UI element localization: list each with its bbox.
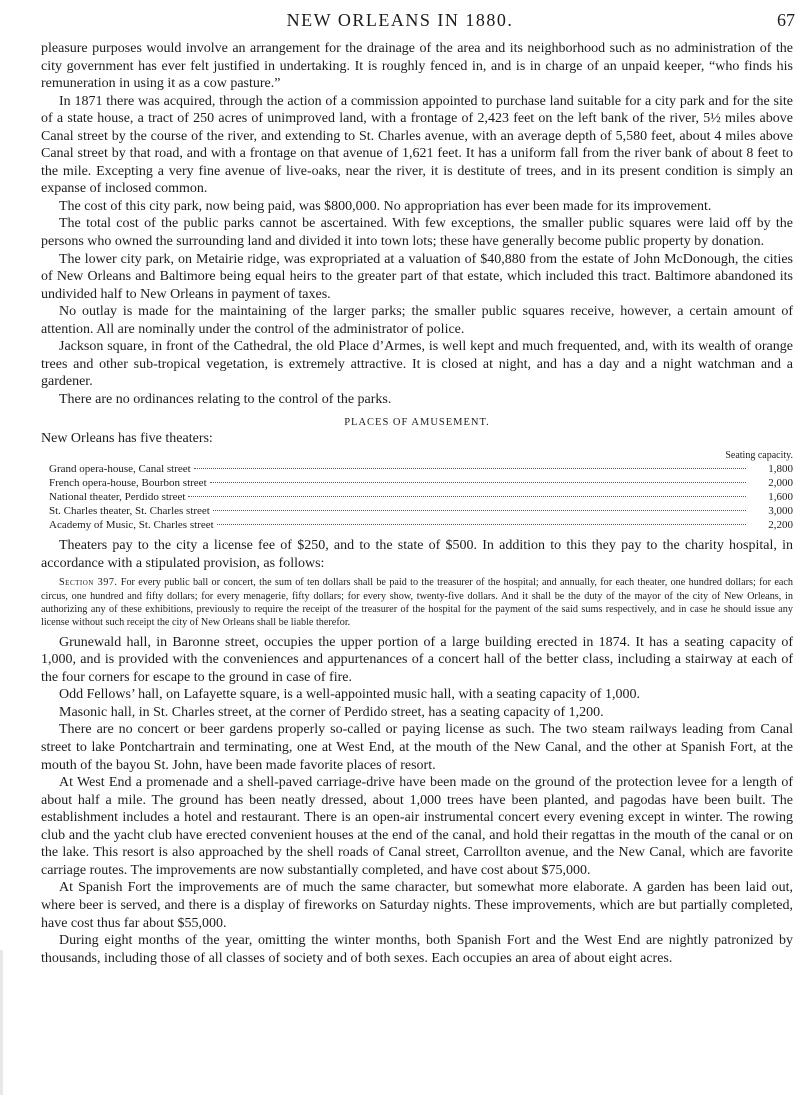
dot-leader <box>217 524 746 525</box>
paragraph: The lower city park, on Metairie ridge, was expropriated at a valuation of $40,880 from the estate of John McDonough, the cities of New Orleans and Baltimore being equal heirs to the greater part of that estate, which included this tract. Baltimore abandoned its undivided half to New Orleans in payment of taxes. <box>41 251 793 302</box>
dot-leader <box>194 468 746 469</box>
paragraph: The total cost of the public parks cannot be ascertained. With few exceptions, the smaller public squares were laid off by the persons who owned the surrounding land and divided it into town lots; these have generally become public property by donation. <box>41 216 793 250</box>
theater-name: St. Charles theater, St. Charles street <box>49 505 210 518</box>
theater-capacity: 2,200 <box>768 519 793 532</box>
theater-name: National theater, Perdido street <box>49 491 186 504</box>
theater-capacity: 2,000 <box>768 477 793 490</box>
table-row <box>41 476 793 490</box>
theater-capacity: 1,800 <box>768 463 793 476</box>
theater-capacity: 3,000 <box>768 505 793 518</box>
table-row <box>41 504 793 518</box>
paragraph: The cost of this city park, now being paid, was $800,000. No appropriation has ever been made for its improvement. <box>59 198 712 214</box>
paragraph: At West End a promenade and a shell-paved carriage-drive have been made on the ground of the protection levee for a length of about half a mile. The ground has been neatly dressed, about 1,000 trees have been planted, and pagodas have been built. The establishment includes a hotel and restaurant. There is an open-air instrumental concert every evening except in winter. The rowing club and the yacht club have erected convenient houses at the end of the canal, and hold their regattas in the mouth of the canal or on the lake. This resort is also approached by the shell roads of Canal street, Carrollton avenue, and the New Canal, which are favorite carriage routes. The improvements are now substantially completed, and have cost about $75,000. <box>41 775 793 878</box>
theater-name: Grand opera-house, Canal street <box>49 463 191 476</box>
paragraph: pleasure purposes would involve an arrangement for the drainage of the area and its neighborhood such as no administration of the city government has ever felt justified in undertaking. It is roughly fenced in, and is in charge of an unpaid keeper, “who finds his remuneration in using it as a cow pasture.” <box>41 41 793 92</box>
table-row <box>41 518 793 532</box>
table-row <box>41 462 793 476</box>
law-text: For every public ball or concert, the sum of ten dollars shall be paid to the treasurer of the hospital; and annually, for each theater, one hundred dollars; for each circus, one hundred and fifty dollars; for every menagerie, fifty dollars; for every show, twenty-five dollars. And it shall be the duty of the mayor of the city of New Orleans, in authorizing any of these exhibitions, previously to require the receipt of the treasurer of the hospital for the payment of the said sums respectively, and in case he should issue any license without such receipt the city of New Orleans shall be liable therefor. <box>41 577 794 629</box>
section-heading: PLACES OF AMUSEMENT. <box>344 417 490 429</box>
paragraph: Grunewald hall, in Baronne street, occupies the upper portion of a large building erected in 1874. It has a seating capacity of 1,000, and is provided with the conveniences and appurtenances of a concert hall of the better class, including a stairway at each of the four corners for escape to the ground in case of fire. <box>41 634 793 685</box>
page-number: 67 <box>777 10 795 30</box>
paragraph: During eight months of the year, omitting the winter months, both Spanish Fort and the West End are nightly patronized by thousands, including those of all classes of society and of both sexes. Each occupies an area of about eight acres. <box>41 933 793 966</box>
page-body <box>41 40 793 967</box>
dot-leader <box>188 496 746 497</box>
page-edge-shadow <box>0 950 3 1095</box>
paragraph: Jackson square, in front of the Cathedral, the old Place d’Armes, is well kept and much frequented, and, with its wealth of orange trees and other sub-tropical vegetation, is extremely attractive. It is closed at night, and has a day and a night watchman and a gardener. <box>41 339 793 390</box>
theater-name: Academy of Music, St. Charles street <box>49 519 214 532</box>
paragraph: In 1871 there was acquired, through the action of a commission appointed to purchase land suitable for a city park and for the site of a state house, a tract of 250 acres of unimproved land, with a frontage of 2,423 feet on the left bank of the river, 5½ miles above Canal street by the course of the river, and extending to St. Charles avenue, with an average depth of 5,580 feet, about 4 miles above Canal street by that road, and with a frontage on that avenue of 1,621 feet. It has a uniform fall from the river bank of about 8 feet to the mile. Excepting a very fine avenue of live-oaks, near the river, it is destitute of trees, and in its present condition is simply an expanse of inclosed common. <box>41 93 793 197</box>
license-paragraph: Theaters pay to the city a license fee of $250, and to the state of $500. In addition to this they pay to the charity hospital, in accordance with a stipulated provision, as follows: <box>41 538 793 571</box>
paragraph: Masonic hall, in St. Charles street, at the corner of Perdido street, has a seating capacity of 1,200. <box>59 704 604 720</box>
dot-leader <box>213 510 746 511</box>
paragraph: No outlay is made for the maintaining of the larger parks; the smaller public squares receive, however, a certain amount of attention. All are nominally under the control of the administrator of police. <box>41 304 793 337</box>
seating-capacity-header: Seating capacity. <box>725 450 793 462</box>
law-section-label: Section 397. <box>59 577 118 589</box>
law-excerpt <box>41 576 793 630</box>
theater-name: French opera-house, Bourbon street <box>49 477 207 490</box>
theaters-intro: New Orleans has five theaters: <box>41 431 213 447</box>
paragraph: There are no concert or beer gardens properly so-called or paying license as such. The two steam railways leading from Canal street to lake Pontchartrain and terminating, one at West End, at the mouth of the New Canal, and the other at Spanish Fort, at the mouth of the bayou St. John, have been made favorite places of resort. <box>41 722 793 773</box>
paragraph: Odd Fellows’ hall, on Lafayette square, is a well-appointed music hall, with a seating capacity of 1,000. <box>59 687 640 703</box>
dot-leader <box>210 482 746 483</box>
paragraph: At Spanish Fort the improvements are of much the same character, but somewhat more elaborate. A garden has been laid out, where beer is served, and there is a display of fireworks on Saturday nights. These improvements, which are but partially completed, have cost thus far about $55,000. <box>41 880 793 931</box>
running-title: NEW ORLEANS IN 1880. <box>286 10 514 30</box>
theater-capacity: 1,600 <box>768 491 793 504</box>
paragraph: There are no ordinances relating to the control of the parks. <box>59 391 392 407</box>
running-header <box>40 10 800 32</box>
table-row <box>41 490 793 504</box>
theater-table <box>41 462 793 532</box>
